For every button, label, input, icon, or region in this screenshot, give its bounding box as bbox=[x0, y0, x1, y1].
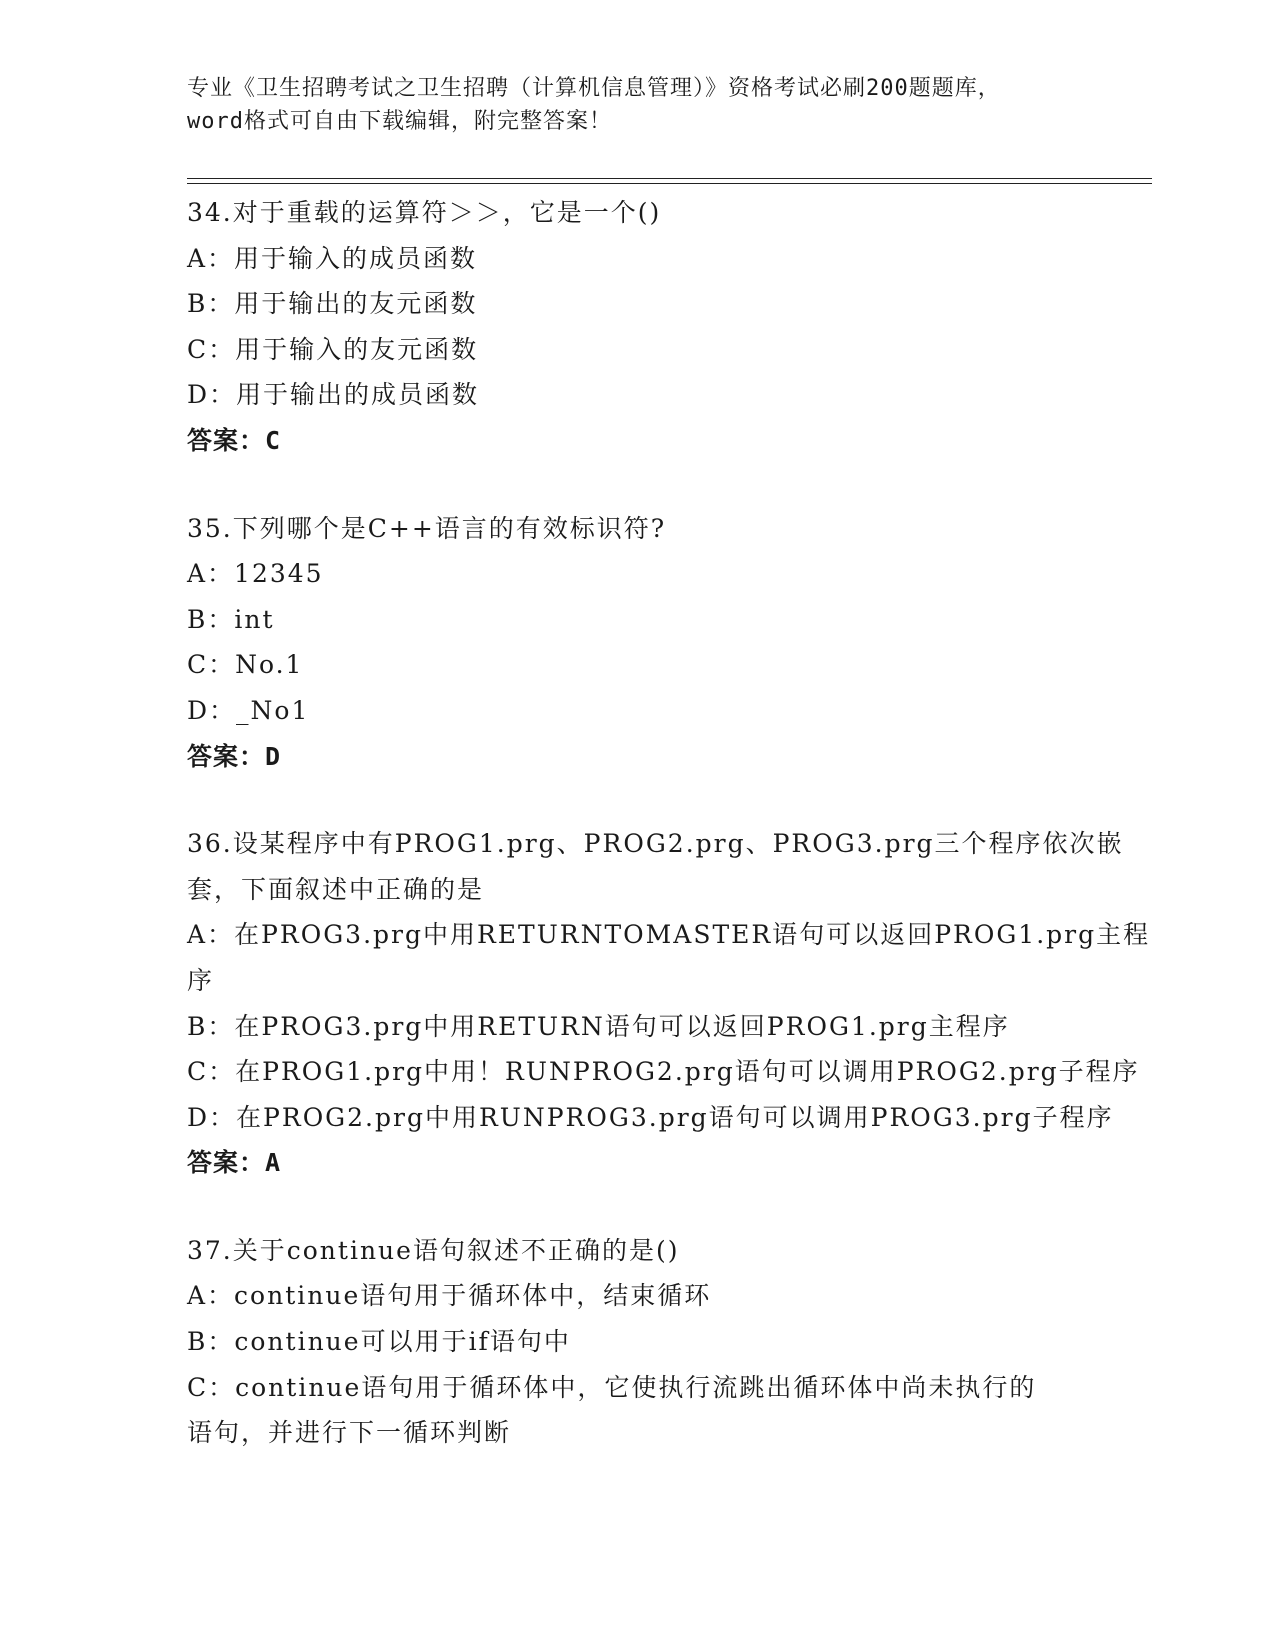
question-34-option-c: C：用于输入的友元函数 bbox=[187, 334, 479, 364]
question-36-option-c: C：在PROG1.prg中用！RUNPROG2.prg语句可以调用PROG2.prg子程序 bbox=[187, 1057, 1140, 1087]
document-header bbox=[187, 72, 1087, 138]
question-35-answer: 答案：D bbox=[187, 741, 282, 771]
question-35-option-b: B：int bbox=[187, 604, 275, 634]
question-36-option-d: D：在PROG2.prg中用RUNPROG3.prg语句可以调用PROG3.prg子程序 bbox=[187, 1102, 1114, 1132]
question-35-option-d: D：_No1 bbox=[187, 695, 310, 725]
header-line-2: word格式可自由下载编辑，附完整答案！ bbox=[187, 109, 612, 134]
question-34-stem: 34.对于重载的运算符＞＞，它是一个() bbox=[187, 198, 662, 227]
question-34-option-b: B：用于输出的友元函数 bbox=[187, 289, 478, 319]
question-37 bbox=[187, 1228, 1087, 1456]
question-34-option-a: A：用于输入的成员函数 bbox=[187, 243, 478, 273]
question-36-answer: 答案：A bbox=[187, 1148, 282, 1178]
question-37-option-a: A：continue语句用于循环体中，结束循环 bbox=[187, 1281, 712, 1311]
question-34-option-d: D：用于输出的成员函数 bbox=[187, 380, 480, 410]
header-divider-bottom bbox=[187, 183, 1152, 184]
question-36 bbox=[187, 821, 1151, 1186]
question-35-option-c: C：No.1 bbox=[187, 650, 304, 680]
header-divider-top bbox=[187, 178, 1152, 179]
question-35-stem: 35.下列哪个是C++语言的有效标识符? bbox=[187, 513, 667, 543]
question-36-option-b: B：在PROG3.prg中用RETURN语句可以返回PROG1.prg主程序 bbox=[187, 1011, 1010, 1041]
question-35 bbox=[187, 506, 1087, 780]
question-37-stem: 37.关于continue语句叙述不正确的是() bbox=[187, 1235, 680, 1265]
question-36-stem-line-2: 套，下面叙述中正确的是 bbox=[187, 874, 485, 904]
question-37-option-c-line-2: 语句，并进行下一循环判断 bbox=[187, 1418, 512, 1448]
question-34-answer: 答案：C bbox=[187, 425, 282, 455]
question-36-option-a-line-1: A：在PROG3.prg中用RETURNTOMASTER语句可以返回PROG1.prg主程 bbox=[187, 920, 1151, 950]
question-34 bbox=[187, 190, 1087, 464]
header-line-1: 专业《卫生招聘考试之卫生招聘（计算机信息管理）》资格考试必刷200题题库， bbox=[187, 76, 1001, 101]
question-37-option-b: B：continue可以用于if语句中 bbox=[187, 1327, 571, 1357]
question-35-option-a: A：12345 bbox=[187, 559, 324, 589]
question-list bbox=[187, 190, 1151, 1498]
question-36-stem-line-1: 36.设某程序中有PROG1.prg、PROG2.prg、PROG3.prg三个程序依次嵌 bbox=[187, 829, 1124, 859]
question-37-option-c-line-1: C：continue语句用于循环体中，它使执行流跳出循环体中尚未执行的 bbox=[187, 1372, 1037, 1402]
question-36-option-a-line-2: 序 bbox=[187, 965, 215, 995]
